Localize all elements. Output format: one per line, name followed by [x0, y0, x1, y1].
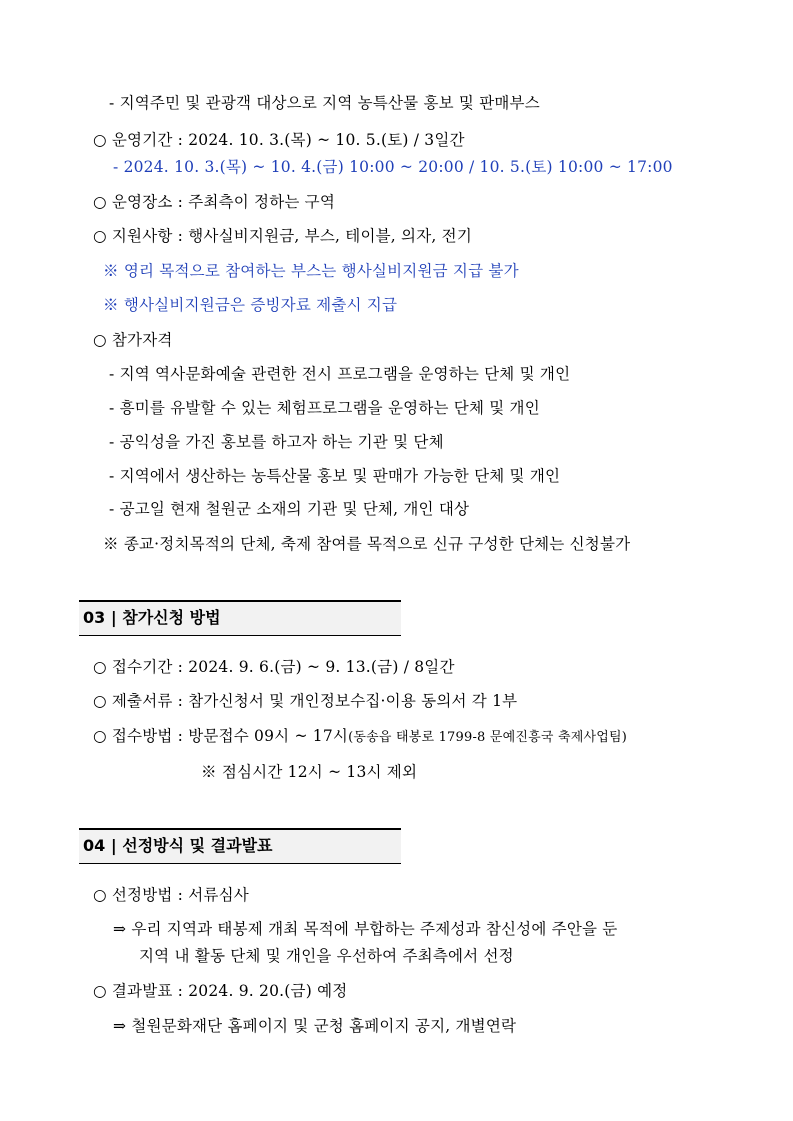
- eligibility-line: - 지역주민 및 관광객 대상으로 지역 농특산물 홍보 및 판매부스: [109, 94, 540, 112]
- operation-period: ○ 운영기간 : 2024. 10. 3.(목) ~ 10. 5.(토) / 3일간: [93, 131, 465, 149]
- application-address: (동송읍 태봉로 1799-8 문예진흥국 축제사업팀): [348, 730, 628, 745]
- qualification-item: - 공익성을 가진 홍보를 하고자 하는 기관 및 단체: [109, 433, 444, 451]
- selection-detail-cont: 지역 내 활동 단체 및 개인을 우선하여 주최측에서 선정: [139, 947, 514, 965]
- qualification-note: ※ 종교·정치목적의 단체, 축제 참여를 목적으로 신규 구성한 단체는 신청불가: [103, 535, 631, 553]
- result-announcement: ○ 결과발표 : 2024. 9. 20.(금) 예정: [93, 982, 348, 1000]
- qualification-heading: ○ 참가자격: [93, 331, 173, 349]
- lunch-note: ※ 점심시간 12시 ~ 13시 제외: [201, 763, 418, 781]
- support-items: ○ 지원사항 : 행사실비지원금, 부스, 테이블, 의자, 전기: [93, 227, 473, 245]
- qualification-item: - 지역 역사문화예술 관련한 전시 프로그램을 운영하는 단체 및 개인: [109, 365, 571, 383]
- qualification-item: - 공고일 현재 철원군 소재의 기관 및 단체, 개인 대상: [109, 500, 470, 518]
- qualification-item: - 지역에서 생산하는 농특산물 홍보 및 판매가 가능한 단체 및 개인: [109, 467, 561, 485]
- qualification-item: - 흥미를 유발할 수 있는 체험프로그램을 운영하는 단체 및 개인: [109, 399, 540, 417]
- operation-hours: - 2024. 10. 3.(목) ~ 10. 4.(금) 10:00 ~ 20:00 / 10. 5.(토) 10:00 ~ 17:00: [113, 158, 673, 176]
- result-notice: ⇒ 철원문화재단 홈페이지 및 군청 홈페이지 공지, 개별연락: [113, 1017, 517, 1035]
- support-note-evidence: ※ 행사실비지원금은 증빙자료 제출시 지급: [103, 296, 398, 314]
- section-title-selection: 04 | 선정방식 및 결과발표: [79, 828, 401, 864]
- application-documents: ○ 제출서류 : 참가신청서 및 개인정보수집·이용 동의서 각 1부: [93, 692, 518, 710]
- application-period: ○ 접수기간 : 2024. 9. 6.(금) ~ 9. 13.(금) / 8일간: [93, 658, 455, 676]
- application-method-main: ○ 접수방법 : 방문접수 09시 ~ 17시: [93, 727, 349, 745]
- selection-method: ○ 선정방법 : 서류심사: [93, 886, 249, 904]
- application-method: [93, 726, 627, 748]
- operation-place: ○ 운영장소 : 주최측이 정하는 구역: [93, 193, 336, 211]
- support-note-profit: ※ 영리 목적으로 참여하는 부스는 행사실비지원금 지급 불가: [103, 262, 519, 280]
- selection-detail: ⇒ 우리 지역과 태봉제 개최 목적에 부합하는 주제성과 참신성에 주안을 둔: [113, 920, 618, 938]
- section-title-application: 03 | 참가신청 방법: [79, 600, 401, 636]
